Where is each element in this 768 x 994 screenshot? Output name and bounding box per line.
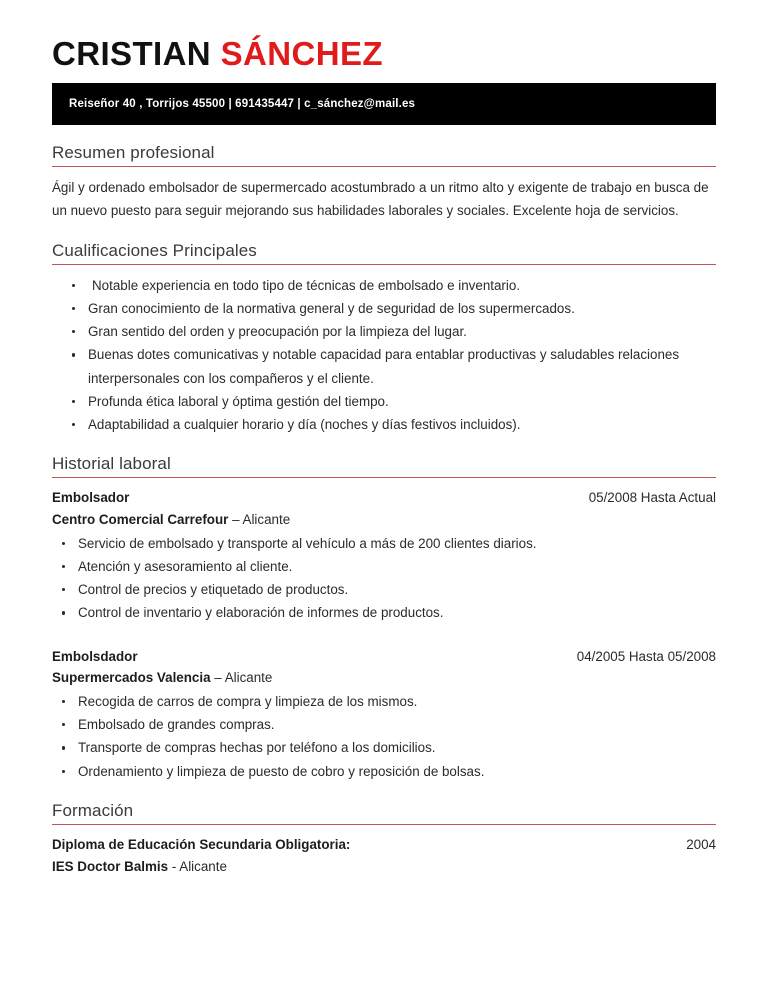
full-name xyxy=(52,36,716,73)
list-item: Profunda ética laboral y óptima gestión del tiempo. xyxy=(52,390,716,413)
section-title-education: Formación xyxy=(52,800,134,820)
list-item: Servicio de embolsado y transporte al vehículo a más de 200 clientes diarios. xyxy=(52,532,716,555)
list-item: Notable experiencia en todo tipo de técnicas de embolsado e inventario. xyxy=(52,274,716,297)
first-name: CRISTIAN xyxy=(52,35,212,72)
section-rule xyxy=(52,824,716,825)
education-institution: IES Doctor Balmis xyxy=(52,858,169,874)
section-rule xyxy=(52,166,716,167)
list-item: Control de inventario y elaboración de informes de productos. xyxy=(52,601,716,624)
education-degree: Diploma de Educación Secundaria Obligatoria: xyxy=(52,836,351,852)
section-rule xyxy=(52,264,716,265)
job-company: Centro Comercial Carrefour xyxy=(52,512,229,528)
section-experience xyxy=(52,453,716,783)
section-education xyxy=(52,800,716,878)
job-location: Alicante xyxy=(224,670,273,686)
contact-bar xyxy=(52,83,716,125)
job-location: Alicante xyxy=(242,512,291,528)
job-separator: – xyxy=(228,512,243,528)
list-item: Recogida de carros de compra y limpieza de los mismos. xyxy=(52,690,716,713)
job-entry xyxy=(52,487,716,624)
education-school-line xyxy=(52,856,716,878)
job-entry xyxy=(52,646,716,783)
contact-line: Reiseñor 40 , Torrijos 45500 | 691435447 | c_sánchez@mail.es xyxy=(69,97,416,110)
job-bullets xyxy=(52,532,716,625)
list-item: Ordenamiento y limpieza de puesto de cobro y reposición de bolsas. xyxy=(52,760,716,783)
section-rule xyxy=(52,477,716,478)
job-company-line xyxy=(52,667,716,689)
job-bullets xyxy=(52,690,716,783)
job-separator: – xyxy=(210,670,225,686)
job-header xyxy=(52,487,716,509)
education-location: Alicante xyxy=(179,858,227,874)
job-title: Embolsador xyxy=(52,490,130,506)
list-item: Embolsado de grandes compras. xyxy=(52,713,716,736)
job-header xyxy=(52,646,716,668)
section-summary xyxy=(52,142,716,223)
list-item: Adaptabilidad a cualquier horario y día (noches y días festivos incluidos). xyxy=(52,413,716,436)
section-title-experience: Historial laboral xyxy=(52,454,171,474)
list-item: Control de precios y etiquetado de productos. xyxy=(52,578,716,601)
job-title: Embolsdador xyxy=(52,648,138,664)
list-item: Gran conocimiento de la normativa general y de seguridad de los supermercados. xyxy=(52,297,716,320)
job-date: 04/2005 Hasta 05/2008 xyxy=(576,648,716,664)
name-header xyxy=(52,0,716,83)
list-item: Transporte de compras hechas por teléfono a los domicilios. xyxy=(52,736,716,759)
list-item: Gran sentido del orden y preocupación por la limpieza del lugar. xyxy=(52,320,716,343)
section-title-summary: Resumen profesional xyxy=(52,142,215,162)
list-item: Buenas dotes comunicativas y notable capacidad para entablar productivas y saludables relaciones interpersonales con los compañeros y el cliente. xyxy=(52,343,716,389)
list-item: Atención y asesoramiento al cliente. xyxy=(52,555,716,578)
education-separator: - xyxy=(168,858,180,874)
summary-text: Ágil y ordenado embolsador de supermercado acostumbrado a un ritmo alto y exigente de trabajo en busca de un nuevo puesto para seguir mejorando sus habilidades laborales y sociales. Excelente hoja de servicios. xyxy=(52,180,709,219)
job-company: Supermercados Valencia xyxy=(52,670,211,686)
education-year: 2004 xyxy=(686,836,716,852)
education-header xyxy=(52,834,716,856)
section-qualifications xyxy=(52,240,716,437)
job-date: 05/2008 Hasta Actual xyxy=(588,490,716,506)
job-company-line xyxy=(52,509,716,531)
last-name: SÁNCHEZ xyxy=(220,35,383,72)
section-title-qualifications: Cualificaciones Principales xyxy=(52,240,257,260)
qualifications-list xyxy=(52,274,716,436)
